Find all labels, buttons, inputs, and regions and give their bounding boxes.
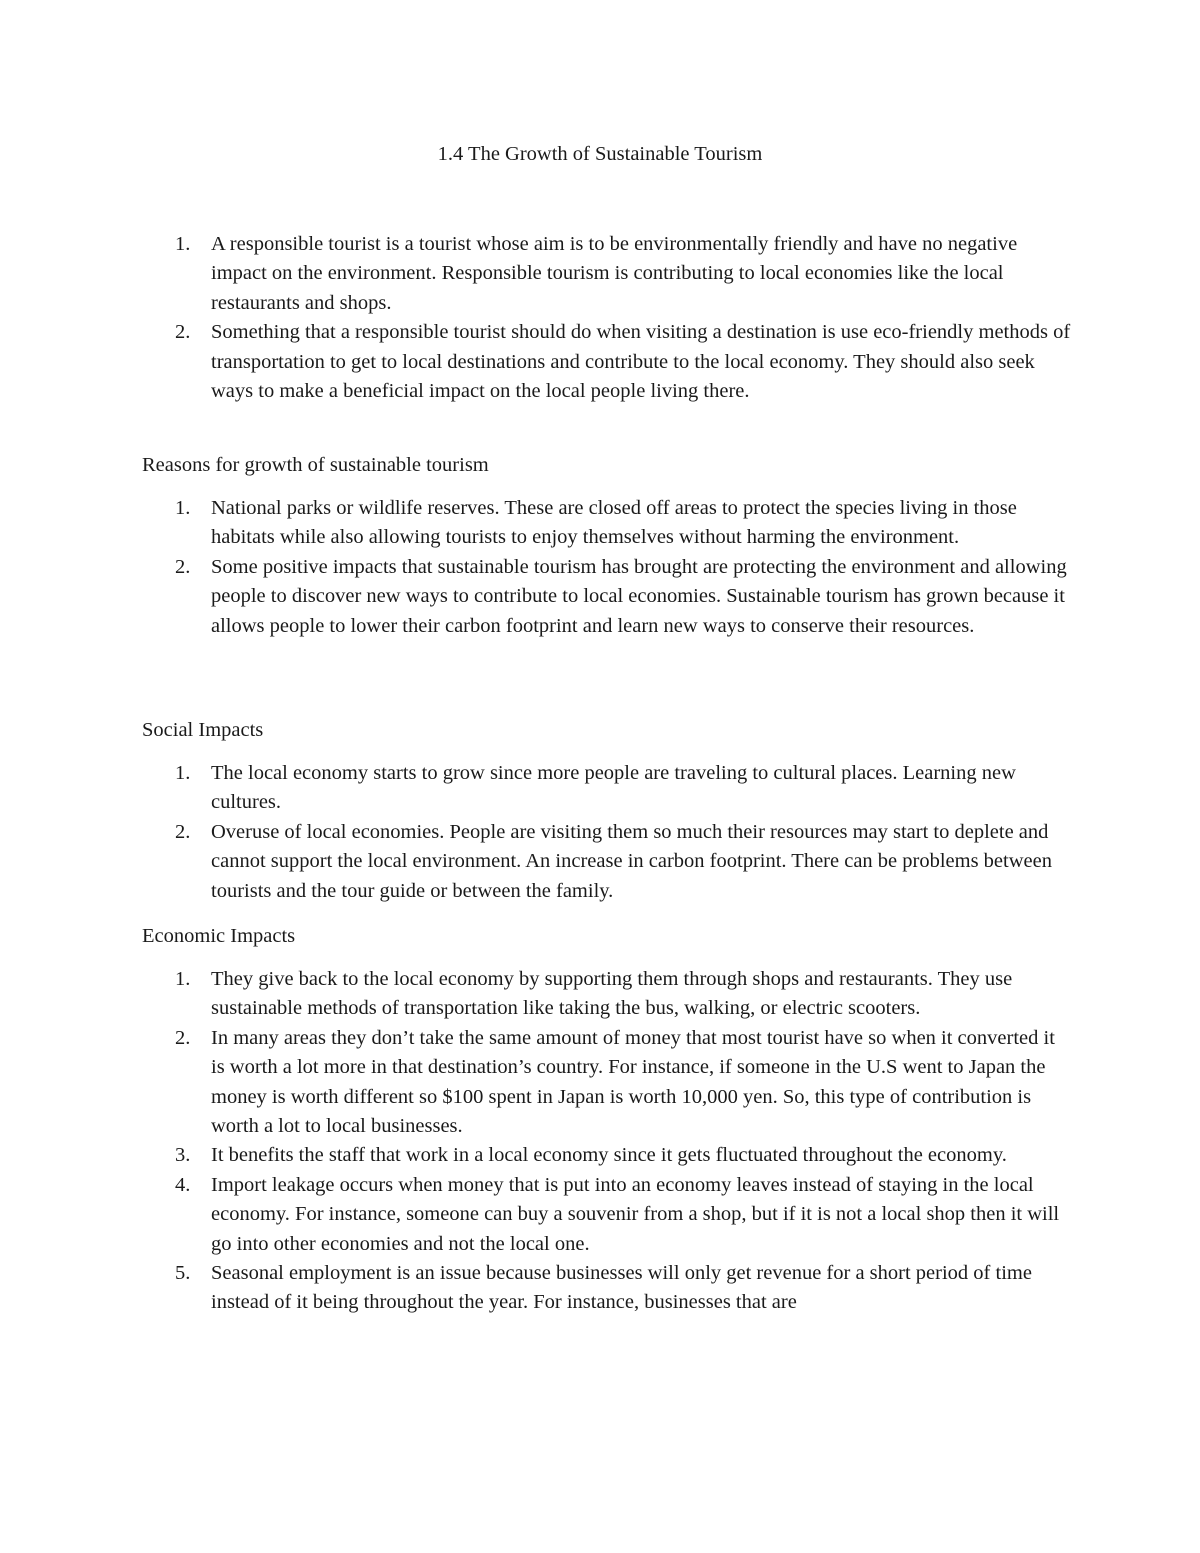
list-item-text: Something that a responsible tourist should do when visiting a destination is use eco-friendly methods of transportation to get to local destinations and contribute to the local economy. They should also seek ways to make a beneficial impact on the local people living there.: [211, 321, 1071, 403]
list-item: [142, 1024, 1072, 1142]
list-item-number: 5.: [175, 1262, 191, 1285]
list-item-number: 2.: [175, 820, 191, 843]
list-item: [142, 818, 1072, 906]
list-item: [142, 230, 1072, 318]
list-item-number: 1.: [175, 968, 191, 990]
list-item: [142, 318, 1072, 406]
numbered-list: [142, 965, 1072, 1318]
section-responsible-tourism: [142, 230, 1072, 406]
section-social-impacts: [142, 716, 1072, 906]
list-item-number: 2.: [175, 321, 191, 344]
list-item: [142, 1141, 1072, 1170]
list-item-number: 1.: [175, 762, 191, 784]
list-item-text: The local economy starts to grow since more people are traveling to cultural places. Learning new cultures.: [211, 762, 1016, 814]
list-item-number: 1.: [175, 233, 191, 255]
list-item: [142, 553, 1072, 641]
list-item: [142, 1171, 1072, 1259]
numbered-list: [142, 759, 1072, 906]
list-item: [142, 1259, 1072, 1318]
list-item: [142, 759, 1072, 818]
list-item-text: Seasonal employment is an issue because businesses will only get revenue for a short period of time instead of it being throughout the year. For instance, businesses that are: [211, 1262, 1032, 1314]
list-item-text: It benefits the staff that work in a local economy since it gets fluctuated throughout the economy.: [211, 1144, 1007, 1167]
numbered-list: [142, 230, 1072, 406]
list-item-number: 2.: [175, 555, 191, 578]
page-title: 1.4 The Growth of Sustainable Tourism: [437, 143, 763, 165]
list-item-text: Import leakage occurs when money that is put into an economy leaves instead of staying in the local economy. For instance, someone can buy a souvenir from a shop, but if it is not a local shop then it will go into other economies and not the local one.: [211, 1173, 1060, 1255]
list-item-text: A responsible tourist is a tourist whose aim is to be environmentally friendly and have no negative impact on the environment. Responsible tourism is contributing to local economies like the local restaurants and shops.: [211, 233, 1018, 314]
section-economic-impacts: [142, 922, 1072, 1318]
section-heading: Reasons for growth of sustainable tourism: [142, 454, 489, 476]
list-item-text: Some positive impacts that sustainable tourism has brought are protecting the environment and allowing people to discover new ways to contribute to local economies. Sustainable tourism has grown because it allows people to lower their carbon footprint and learn new ways to conserve their resources.: [211, 555, 1067, 637]
section-reasons-for-growth: [142, 451, 1072, 641]
section-heading: Economic Impacts: [142, 925, 296, 947]
list-item-number: 1.: [175, 497, 191, 519]
list-item-number: 2.: [175, 1026, 191, 1049]
list-item-number: 3.: [175, 1144, 191, 1167]
list-item-text: They give back to the local economy by supporting them through shops and restaurants. They use sustainable methods of transportation like taking the bus, walking, or electric scooters.: [211, 968, 1013, 1020]
numbered-list: [142, 494, 1072, 641]
list-item-text: Overuse of local economies. People are visiting them so much their resources may start to deplete and cannot support the local environment. An increase in carbon footprint. There can be problems between tourists and the tour guide or between the family.: [211, 820, 1052, 902]
list-item-number: 4.: [175, 1173, 191, 1196]
list-item: [142, 494, 1072, 553]
list-item: [142, 965, 1072, 1024]
list-item-text: In many areas they don’t take the same amount of money that most tourist have so when it converted it is worth a lot more in that destination’s country. For instance, if someone in the U.S went to Japan the money is worth different so $100 spent in Japan is worth 10,000 yen. So, this type of contribution is worth a lot to local businesses.: [211, 1026, 1055, 1138]
list-item-text: National parks or wildlife reserves. These are closed off areas to protect the species living in those habitats while also allowing tourists to enjoy themselves without harming the environment.: [211, 497, 1017, 549]
section-heading: Social Impacts: [142, 719, 264, 741]
